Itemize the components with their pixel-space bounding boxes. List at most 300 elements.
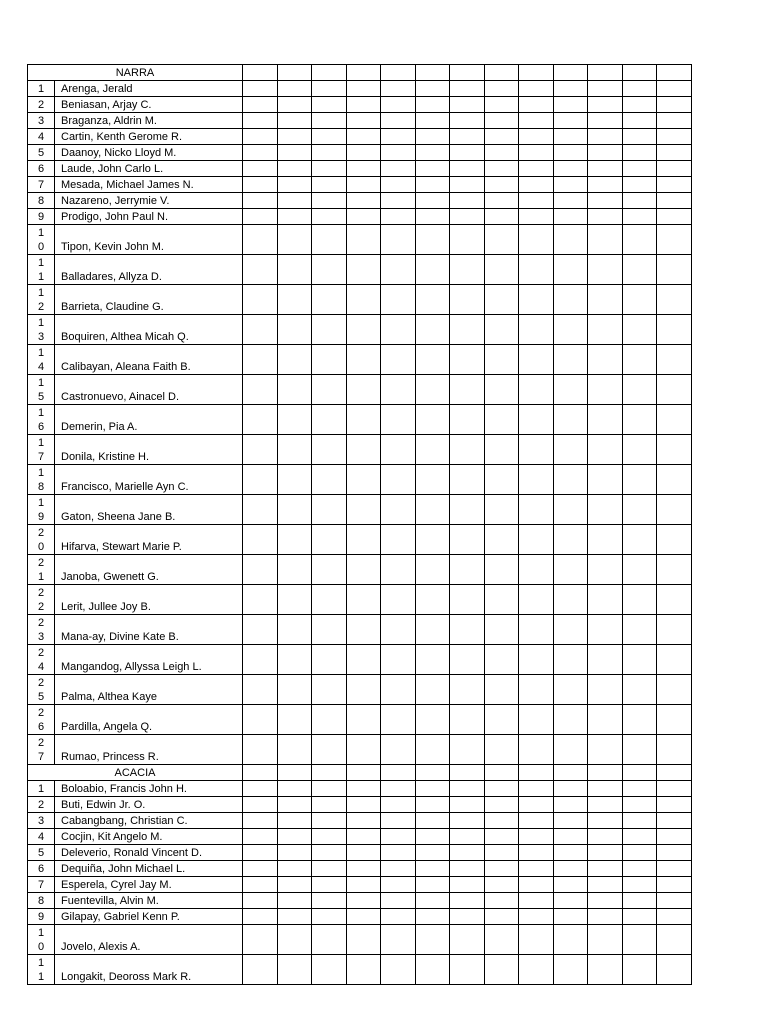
- blank-cell: [243, 129, 278, 145]
- student-name: Dequiña, John Michael L.: [55, 861, 243, 877]
- blank-cell: [588, 909, 623, 925]
- blank-cell: [450, 705, 485, 735]
- blank-cell: [657, 829, 692, 845]
- blank-cell: [484, 97, 519, 113]
- blank-cell: [657, 845, 692, 861]
- blank-cell: [277, 925, 312, 955]
- blank-cell: [553, 735, 588, 765]
- blank-cell: [450, 81, 485, 97]
- blank-cell: [312, 81, 347, 97]
- blank-cell: [588, 861, 623, 877]
- blank-cell: [243, 495, 278, 525]
- student-name: Longakit, Deoross Mark R.: [55, 955, 243, 985]
- blank-cell: [277, 145, 312, 161]
- row-number: 2: [28, 97, 55, 113]
- blank-cell: [415, 81, 450, 97]
- blank-cell: [553, 705, 588, 735]
- blank-cell: [346, 65, 381, 81]
- blank-cell: [657, 877, 692, 893]
- blank-cell: [622, 315, 657, 345]
- blank-cell: [450, 797, 485, 813]
- blank-cell: [519, 877, 554, 893]
- blank-cell: [622, 797, 657, 813]
- table-row: [28, 113, 692, 129]
- blank-cell: [450, 177, 485, 193]
- blank-cell: [450, 255, 485, 285]
- blank-cell: [415, 525, 450, 555]
- blank-cell: [484, 555, 519, 585]
- blank-cell: [415, 925, 450, 955]
- row-number: 1 7: [28, 435, 55, 465]
- blank-cell: [657, 209, 692, 225]
- blank-cell: [484, 177, 519, 193]
- blank-cell: [622, 225, 657, 255]
- blank-cell: [346, 255, 381, 285]
- blank-cell: [277, 955, 312, 985]
- blank-cell: [484, 845, 519, 861]
- student-name: Rumao, Princess R.: [55, 735, 243, 765]
- blank-cell: [277, 113, 312, 129]
- blank-cell: [415, 113, 450, 129]
- row-number: 2: [28, 797, 55, 813]
- blank-cell: [553, 255, 588, 285]
- blank-cell: [519, 285, 554, 315]
- blank-cell: [277, 405, 312, 435]
- blank-cell: [277, 255, 312, 285]
- blank-cell: [312, 285, 347, 315]
- blank-cell: [657, 615, 692, 645]
- blank-cell: [312, 315, 347, 345]
- blank-cell: [346, 285, 381, 315]
- blank-cell: [519, 129, 554, 145]
- blank-cell: [484, 255, 519, 285]
- blank-cell: [277, 225, 312, 255]
- student-name: Lerit, Jullee Joy B.: [55, 585, 243, 615]
- student-name: Hifarva, Stewart Marie P.: [55, 525, 243, 555]
- blank-cell: [588, 285, 623, 315]
- blank-cell: [346, 209, 381, 225]
- blank-cell: [450, 161, 485, 177]
- blank-cell: [588, 345, 623, 375]
- blank-cell: [657, 465, 692, 495]
- student-name: Laude, John Carlo L.: [55, 161, 243, 177]
- blank-cell: [415, 615, 450, 645]
- blank-cell: [588, 209, 623, 225]
- blank-cell: [484, 925, 519, 955]
- blank-cell: [415, 225, 450, 255]
- blank-cell: [312, 375, 347, 405]
- blank-cell: [622, 345, 657, 375]
- blank-cell: [346, 81, 381, 97]
- blank-cell: [484, 765, 519, 781]
- blank-cell: [381, 765, 416, 781]
- blank-cell: [243, 315, 278, 345]
- row-number: 6: [28, 861, 55, 877]
- blank-cell: [381, 255, 416, 285]
- blank-cell: [622, 255, 657, 285]
- blank-cell: [381, 797, 416, 813]
- blank-cell: [243, 645, 278, 675]
- row-number: 2 2: [28, 585, 55, 615]
- row-number: 1 0: [28, 225, 55, 255]
- blank-cell: [484, 955, 519, 985]
- table-row: [28, 525, 692, 555]
- blank-cell: [381, 285, 416, 315]
- blank-cell: [553, 675, 588, 705]
- blank-cell: [243, 65, 278, 81]
- blank-cell: [381, 925, 416, 955]
- blank-cell: [450, 375, 485, 405]
- blank-cell: [415, 465, 450, 495]
- blank-cell: [450, 893, 485, 909]
- blank-cell: [519, 177, 554, 193]
- blank-cell: [312, 845, 347, 861]
- blank-cell: [553, 555, 588, 585]
- student-name: Calibayan, Aleana Faith B.: [55, 345, 243, 375]
- blank-cell: [657, 65, 692, 81]
- blank-cell: [277, 705, 312, 735]
- blank-cell: [277, 877, 312, 893]
- blank-cell: [346, 893, 381, 909]
- blank-cell: [450, 145, 485, 161]
- blank-cell: [450, 97, 485, 113]
- blank-cell: [588, 405, 623, 435]
- blank-cell: [588, 829, 623, 845]
- blank-cell: [519, 615, 554, 645]
- blank-cell: [588, 161, 623, 177]
- blank-cell: [243, 765, 278, 781]
- blank-cell: [346, 845, 381, 861]
- blank-cell: [622, 375, 657, 405]
- blank-cell: [346, 735, 381, 765]
- blank-cell: [312, 145, 347, 161]
- blank-cell: [415, 495, 450, 525]
- blank-cell: [346, 345, 381, 375]
- blank-cell: [312, 161, 347, 177]
- blank-cell: [519, 495, 554, 525]
- blank-cell: [450, 193, 485, 209]
- blank-cell: [657, 435, 692, 465]
- row-number: 2 1: [28, 555, 55, 585]
- blank-cell: [346, 315, 381, 345]
- blank-cell: [381, 129, 416, 145]
- table-row: [28, 877, 692, 893]
- blank-cell: [553, 345, 588, 375]
- table-row: [28, 955, 692, 985]
- blank-cell: [657, 705, 692, 735]
- blank-cell: [415, 255, 450, 285]
- student-name: Barrieta, Claudine G.: [55, 285, 243, 315]
- blank-cell: [622, 65, 657, 81]
- blank-cell: [484, 375, 519, 405]
- blank-cell: [381, 955, 416, 985]
- table-row: [28, 615, 692, 645]
- blank-cell: [553, 813, 588, 829]
- blank-cell: [450, 345, 485, 375]
- blank-cell: [450, 781, 485, 797]
- blank-cell: [243, 225, 278, 255]
- row-number: 4: [28, 829, 55, 845]
- table-row: [28, 909, 692, 925]
- blank-cell: [243, 797, 278, 813]
- blank-cell: [553, 375, 588, 405]
- table-row: [28, 797, 692, 813]
- blank-cell: [243, 877, 278, 893]
- blank-cell: [381, 161, 416, 177]
- blank-cell: [553, 645, 588, 675]
- blank-cell: [415, 955, 450, 985]
- blank-cell: [450, 877, 485, 893]
- student-name: Donila, Kristine H.: [55, 435, 243, 465]
- student-name: Francisco, Marielle Ayn C.: [55, 465, 243, 495]
- blank-cell: [588, 525, 623, 555]
- blank-cell: [415, 845, 450, 861]
- table-row: [28, 465, 692, 495]
- blank-cell: [622, 893, 657, 909]
- blank-cell: [346, 97, 381, 113]
- table-row: [28, 893, 692, 909]
- blank-cell: [346, 161, 381, 177]
- blank-cell: [484, 813, 519, 829]
- blank-cell: [243, 525, 278, 555]
- blank-cell: [243, 145, 278, 161]
- blank-cell: [277, 495, 312, 525]
- blank-cell: [588, 797, 623, 813]
- blank-cell: [381, 495, 416, 525]
- row-number: 1 9: [28, 495, 55, 525]
- blank-cell: [346, 645, 381, 675]
- student-name: Prodigo, John Paul N.: [55, 209, 243, 225]
- blank-cell: [312, 645, 347, 675]
- table-row: [28, 145, 692, 161]
- blank-cell: [346, 129, 381, 145]
- blank-cell: [622, 113, 657, 129]
- blank-cell: [657, 675, 692, 705]
- blank-cell: [484, 705, 519, 735]
- table-row: [28, 81, 692, 97]
- blank-cell: [622, 97, 657, 113]
- blank-cell: [519, 813, 554, 829]
- blank-cell: [450, 129, 485, 145]
- blank-cell: [277, 675, 312, 705]
- blank-cell: [622, 615, 657, 645]
- blank-cell: [622, 145, 657, 161]
- blank-cell: [622, 955, 657, 985]
- blank-cell: [553, 845, 588, 861]
- blank-cell: [381, 81, 416, 97]
- blank-cell: [553, 435, 588, 465]
- blank-cell: [519, 925, 554, 955]
- blank-cell: [622, 555, 657, 585]
- blank-cell: [243, 585, 278, 615]
- blank-cell: [243, 465, 278, 495]
- blank-cell: [243, 161, 278, 177]
- blank-cell: [415, 735, 450, 765]
- blank-cell: [484, 405, 519, 435]
- blank-cell: [657, 113, 692, 129]
- blank-cell: [519, 893, 554, 909]
- row-number: 9: [28, 209, 55, 225]
- blank-cell: [657, 225, 692, 255]
- student-name: Mesada, Michael James N.: [55, 177, 243, 193]
- blank-cell: [415, 375, 450, 405]
- blank-cell: [450, 813, 485, 829]
- blank-cell: [346, 797, 381, 813]
- blank-cell: [657, 255, 692, 285]
- table-row: [28, 705, 692, 735]
- blank-cell: [588, 435, 623, 465]
- blank-cell: [553, 209, 588, 225]
- blank-cell: [484, 893, 519, 909]
- blank-cell: [312, 177, 347, 193]
- blank-cell: [622, 161, 657, 177]
- blank-cell: [553, 225, 588, 255]
- blank-cell: [657, 585, 692, 615]
- table-row: [28, 285, 692, 315]
- table-row: [28, 813, 692, 829]
- row-number: 1 1: [28, 255, 55, 285]
- blank-cell: [277, 585, 312, 615]
- blank-cell: [622, 209, 657, 225]
- blank-cell: [553, 193, 588, 209]
- blank-cell: [450, 645, 485, 675]
- blank-cell: [277, 129, 312, 145]
- blank-cell: [519, 845, 554, 861]
- blank-cell: [622, 861, 657, 877]
- blank-cell: [243, 845, 278, 861]
- blank-cell: [657, 813, 692, 829]
- student-name: Braganza, Aldrin M.: [55, 113, 243, 129]
- section-header-row: [28, 765, 692, 781]
- blank-cell: [346, 675, 381, 705]
- blank-cell: [622, 435, 657, 465]
- row-number: 1 3: [28, 315, 55, 345]
- blank-cell: [588, 465, 623, 495]
- blank-cell: [243, 955, 278, 985]
- table-row: [28, 925, 692, 955]
- blank-cell: [588, 765, 623, 781]
- blank-cell: [588, 705, 623, 735]
- blank-cell: [381, 345, 416, 375]
- blank-cell: [312, 829, 347, 845]
- blank-cell: [622, 925, 657, 955]
- student-name: Castronuevo, Ainacel D.: [55, 375, 243, 405]
- student-name: Deleverio, Ronald Vincent D.: [55, 845, 243, 861]
- blank-cell: [243, 829, 278, 845]
- blank-cell: [346, 861, 381, 877]
- blank-cell: [450, 435, 485, 465]
- blank-cell: [519, 161, 554, 177]
- row-number: 3: [28, 813, 55, 829]
- blank-cell: [243, 813, 278, 829]
- blank-cell: [519, 81, 554, 97]
- blank-cell: [622, 525, 657, 555]
- row-number: 1 0: [28, 925, 55, 955]
- blank-cell: [381, 113, 416, 129]
- blank-cell: [277, 209, 312, 225]
- blank-cell: [622, 585, 657, 615]
- blank-cell: [346, 193, 381, 209]
- blank-cell: [553, 781, 588, 797]
- blank-cell: [312, 465, 347, 495]
- blank-cell: [415, 315, 450, 345]
- blank-cell: [484, 65, 519, 81]
- blank-cell: [415, 705, 450, 735]
- blank-cell: [381, 405, 416, 435]
- blank-cell: [312, 255, 347, 285]
- blank-cell: [277, 285, 312, 315]
- blank-cell: [243, 735, 278, 765]
- blank-cell: [657, 893, 692, 909]
- blank-cell: [346, 495, 381, 525]
- blank-cell: [381, 675, 416, 705]
- blank-cell: [450, 925, 485, 955]
- blank-cell: [657, 955, 692, 985]
- student-name: Daanoy, Nicko Lloyd M.: [55, 145, 243, 161]
- blank-cell: [622, 645, 657, 675]
- blank-cell: [553, 285, 588, 315]
- blank-cell: [450, 113, 485, 129]
- blank-cell: [277, 861, 312, 877]
- blank-cell: [657, 861, 692, 877]
- blank-cell: [312, 893, 347, 909]
- row-number: 7: [28, 177, 55, 193]
- row-number: 2 6: [28, 705, 55, 735]
- blank-cell: [415, 129, 450, 145]
- blank-cell: [484, 615, 519, 645]
- blank-cell: [381, 845, 416, 861]
- blank-cell: [657, 97, 692, 113]
- blank-cell: [346, 225, 381, 255]
- blank-cell: [381, 315, 416, 345]
- blank-cell: [312, 813, 347, 829]
- blank-cell: [243, 909, 278, 925]
- row-number: 2 3: [28, 615, 55, 645]
- student-name: Demerin, Pia A.: [55, 405, 243, 435]
- table-row: [28, 555, 692, 585]
- blank-cell: [381, 435, 416, 465]
- section-header-row: [28, 65, 692, 81]
- blank-cell: [277, 735, 312, 765]
- blank-cell: [519, 65, 554, 81]
- blank-cell: [519, 797, 554, 813]
- blank-cell: [657, 765, 692, 781]
- blank-cell: [519, 735, 554, 765]
- blank-cell: [588, 81, 623, 97]
- blank-cell: [553, 405, 588, 435]
- blank-cell: [484, 129, 519, 145]
- table-row: [28, 161, 692, 177]
- blank-cell: [588, 813, 623, 829]
- blank-cell: [381, 145, 416, 161]
- blank-cell: [519, 97, 554, 113]
- student-name: Gilapay, Gabriel Kenn P.: [55, 909, 243, 925]
- blank-cell: [519, 765, 554, 781]
- blank-cell: [277, 765, 312, 781]
- blank-cell: [657, 177, 692, 193]
- row-number: 1 6: [28, 405, 55, 435]
- table-row: [28, 675, 692, 705]
- blank-cell: [312, 129, 347, 145]
- student-name: Fuentevilla, Alvin M.: [55, 893, 243, 909]
- row-number: 8: [28, 193, 55, 209]
- blank-cell: [588, 877, 623, 893]
- blank-cell: [346, 435, 381, 465]
- blank-cell: [346, 113, 381, 129]
- table-row: [28, 255, 692, 285]
- blank-cell: [277, 797, 312, 813]
- blank-cell: [622, 465, 657, 495]
